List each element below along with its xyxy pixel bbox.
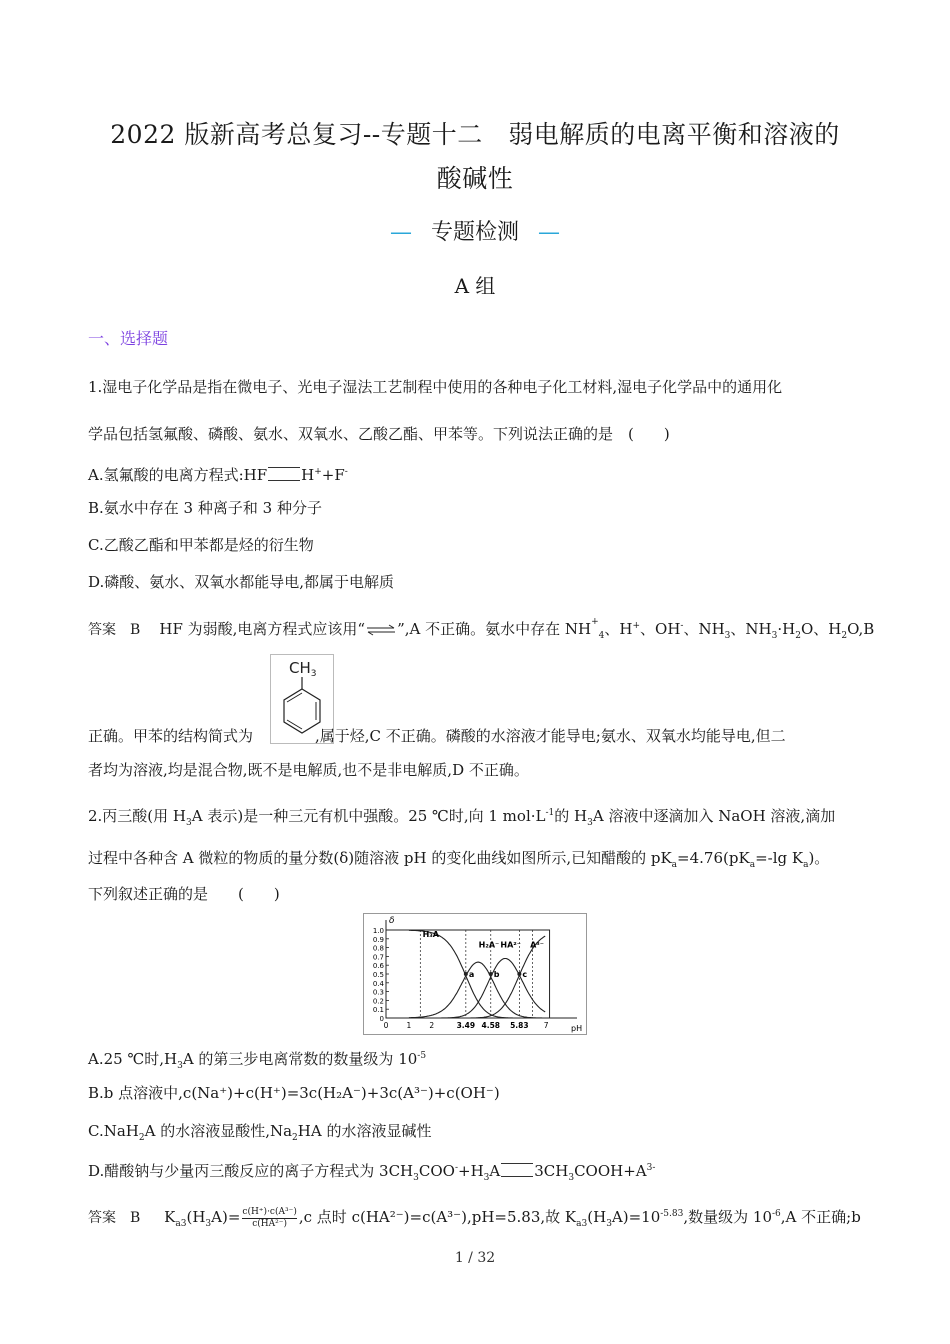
y-tick-label: 0.4 (372, 979, 384, 988)
q2-option-c: C.NaH$_2$A 的水溶液显酸性$,Na_2HA$ 的水溶液显碱性 (88, 1122, 432, 1143)
q1-option-a (88, 462, 348, 485)
q1-ans2-a: 正确。甲苯的结构简式为 (88, 727, 254, 745)
doc-title-line1: 2022 版新高考总复习--专题十二 弱电解质的电离平衡和溶液的 (110, 120, 840, 149)
chart-svg (364, 914, 586, 1034)
q1-ans-b: ”,A 不正确。氨水中存在 NH (397, 620, 592, 638)
q1-option-d: D.磷酸、氨水、双氧水都能导电,都属于电解质 (88, 573, 395, 591)
species-label: H₂A⁻ (478, 940, 500, 950)
q1-answer-line3: 者均为溶液,均是混合物,既不是电解质,也不是非电解质,D 不正确。 (88, 761, 529, 779)
q1-option-b: B.氨水中存在 3 种离子和 3 种分子 (88, 499, 322, 517)
y-axis-label: δ (389, 916, 395, 926)
point-label-c: c (522, 970, 528, 979)
q1-optA-minus: - (344, 467, 348, 477)
subtitle-dash-left: — (389, 220, 412, 245)
group-label: A 组 (454, 274, 496, 298)
q1-answer-line1: 答案 B HF 为弱酸,电离方程式应该用“ ”,A 不正确。氨水中存在 $NH_{+4}$、H+、OH-、$NH_3$、$NH_3\cdot H_2O$、$H_2O,B$ (88, 617, 875, 641)
q2-ka2: K (564, 1208, 577, 1226)
q1-ans-g: ·H (777, 620, 796, 638)
y-tick-label: 0.5 (372, 971, 384, 979)
equilibrium-sign-icon-2 (501, 1163, 533, 1177)
y-tick-label: 0.8 (372, 944, 384, 953)
q1-answer-line2 (88, 726, 786, 746)
q1-ans-d: 、OH (640, 620, 681, 638)
subtitle (0, 215, 950, 246)
reversible-arrow-icon (365, 623, 397, 637)
q2-option-a: A.25 ℃时$,H_3A$ 的第三步电离常数的数量级为 $10^{-5}$ (88, 1050, 427, 1071)
curve-ha (409, 959, 545, 1019)
y-tick-label: 0.3 (372, 988, 384, 997)
q1-optA-h: H (301, 466, 315, 484)
q1-ans-c: 、H (604, 620, 633, 638)
distribution-chart (363, 913, 587, 1035)
x-tick-label: 2 (429, 1021, 435, 1030)
q2-stem-line1: 2.丙三酸(用 $H_3A$ 表示)是一种三元有机中强酸。25 ℃时,向 1 $mol\cdot L^{-1}$的 $H_3A$ 溶液中逐滴加入 NaOH 溶液,滴加 (88, 807, 836, 828)
q2-stem-line3: 下列叙述正确的是 ( ) (88, 885, 280, 903)
q1-optA-plus: + (314, 467, 322, 477)
q2-answer-line1: 答案 B $K_{a3}(H_3A)=$ $\frac{\text{c(H⁺)·c(A³⁻)}}{\text{c(HA²⁻)}}$ ,c 点时 c(HA²⁻)=c(A³⁻),pH=5.83,故 $K_{a3}(H_3A)=10^{-5.83}$,数量级为 $10^{-6},A$ 不正确;b (88, 1206, 861, 1229)
q2-option-d: D.醋酸钠与少量丙三酸反应的离子方程式为 $3CH_3COO^-+H_3A$ $3CH_3COOH+A^{3-}$ (88, 1162, 656, 1183)
species-label: H₃A (422, 930, 439, 940)
q2-fraction: $\frac{\text{c(H⁺)·c(A³⁻)}}{\text{c(HA²⁻)}}$ (242, 1206, 297, 1229)
q1-ans-h: O、H (800, 620, 842, 638)
subtitle-dash-right: — (538, 220, 560, 245)
q1-stem-line1: 1.湿电子化学品是指在微电子、光电子湿法工艺制程中使用的各种电子化工材料,湿电子化学品中的通用化 (88, 378, 783, 396)
q1-ans-e: 、NH (683, 620, 725, 638)
q1-answer-label: 答案 B (88, 622, 141, 638)
y-tick-label: 0.6 (372, 962, 384, 971)
toluene-ch3-label: $CH_3$ (289, 659, 317, 679)
x-axis-label: pH (571, 1024, 583, 1033)
x-tick-label: 1 (406, 1021, 412, 1030)
q1-option-c: C.乙酸乙酯和甲苯都是烃的衍生物 (88, 536, 314, 554)
q1-stem-line2: 学品包括氢氟酸、磷酸、氨水、双氧水、乙酸乙酯、甲苯等。下列说法正确的是 ( ) (88, 425, 670, 443)
q2-answer-label: 答案 B (88, 1210, 141, 1226)
x-tick-label: 5.83 (510, 1021, 529, 1030)
q2-option-b: B.b 点溶液中,c(Na⁺)+c(H⁺)=3c(H₂A⁻)+3c(A³⁻)+c(OH⁻) (88, 1084, 500, 1102)
species-label: A³⁻ (530, 940, 545, 950)
q2-stem-line2: 过程中各种含 A 微粒的物质的量分数(δ)随溶液 pH 的变化曲线如图所示,已知醋酸的 $pK_a=4.76(pK_a=-\lg$ $K_a$)。 (88, 849, 830, 870)
y-tick-label: 0.9 (372, 935, 384, 944)
y-tick-label: 0.2 (372, 997, 384, 1006)
x-tick-label: 3.49 (456, 1021, 476, 1030)
section-heading: 一、选择题 (88, 329, 169, 348)
x-tick-label: 7 (543, 1021, 549, 1030)
q1-ans-f: 、NH (730, 620, 772, 638)
y-tick-label: 0.7 (372, 953, 384, 962)
x-tick-label: 0 (383, 1021, 389, 1030)
doc-title-line2: 酸碱性 (436, 164, 514, 193)
species-label: HA²⁻ (500, 940, 521, 950)
subtitle-text: 专题检测 (430, 220, 519, 245)
point-label-a: a (468, 970, 475, 979)
page-number: 1 / 32 (454, 1250, 496, 1266)
q1-optA-f: +F (321, 466, 345, 484)
y-tick-label: 0 (379, 1015, 384, 1023)
point-a (464, 972, 468, 976)
point-b (489, 972, 493, 976)
point-label-b: b (493, 970, 500, 979)
q1-ans-i: O,B (847, 620, 875, 638)
y-tick-label: 1.0 (372, 927, 384, 935)
q2-ka1: K (164, 1208, 176, 1226)
point-c (517, 972, 521, 976)
y-tick-label: 0.1 (372, 1006, 384, 1015)
x-tick-label: 4.58 (481, 1021, 501, 1030)
equilibrium-sign-icon (268, 467, 300, 481)
q1-optA-pre: A.氢氟酸的电离方程式:HF (88, 466, 268, 484)
q1-ans2-b: ,属于烃,C 不正确。磷酸的水溶液才能导电;氨水、双氧水均能导电,但二 (315, 727, 786, 745)
q1-ans-a: HF 为弱酸,电离方程式应该用“ (159, 620, 366, 638)
q1-ans-sub4: +4 (591, 617, 605, 641)
